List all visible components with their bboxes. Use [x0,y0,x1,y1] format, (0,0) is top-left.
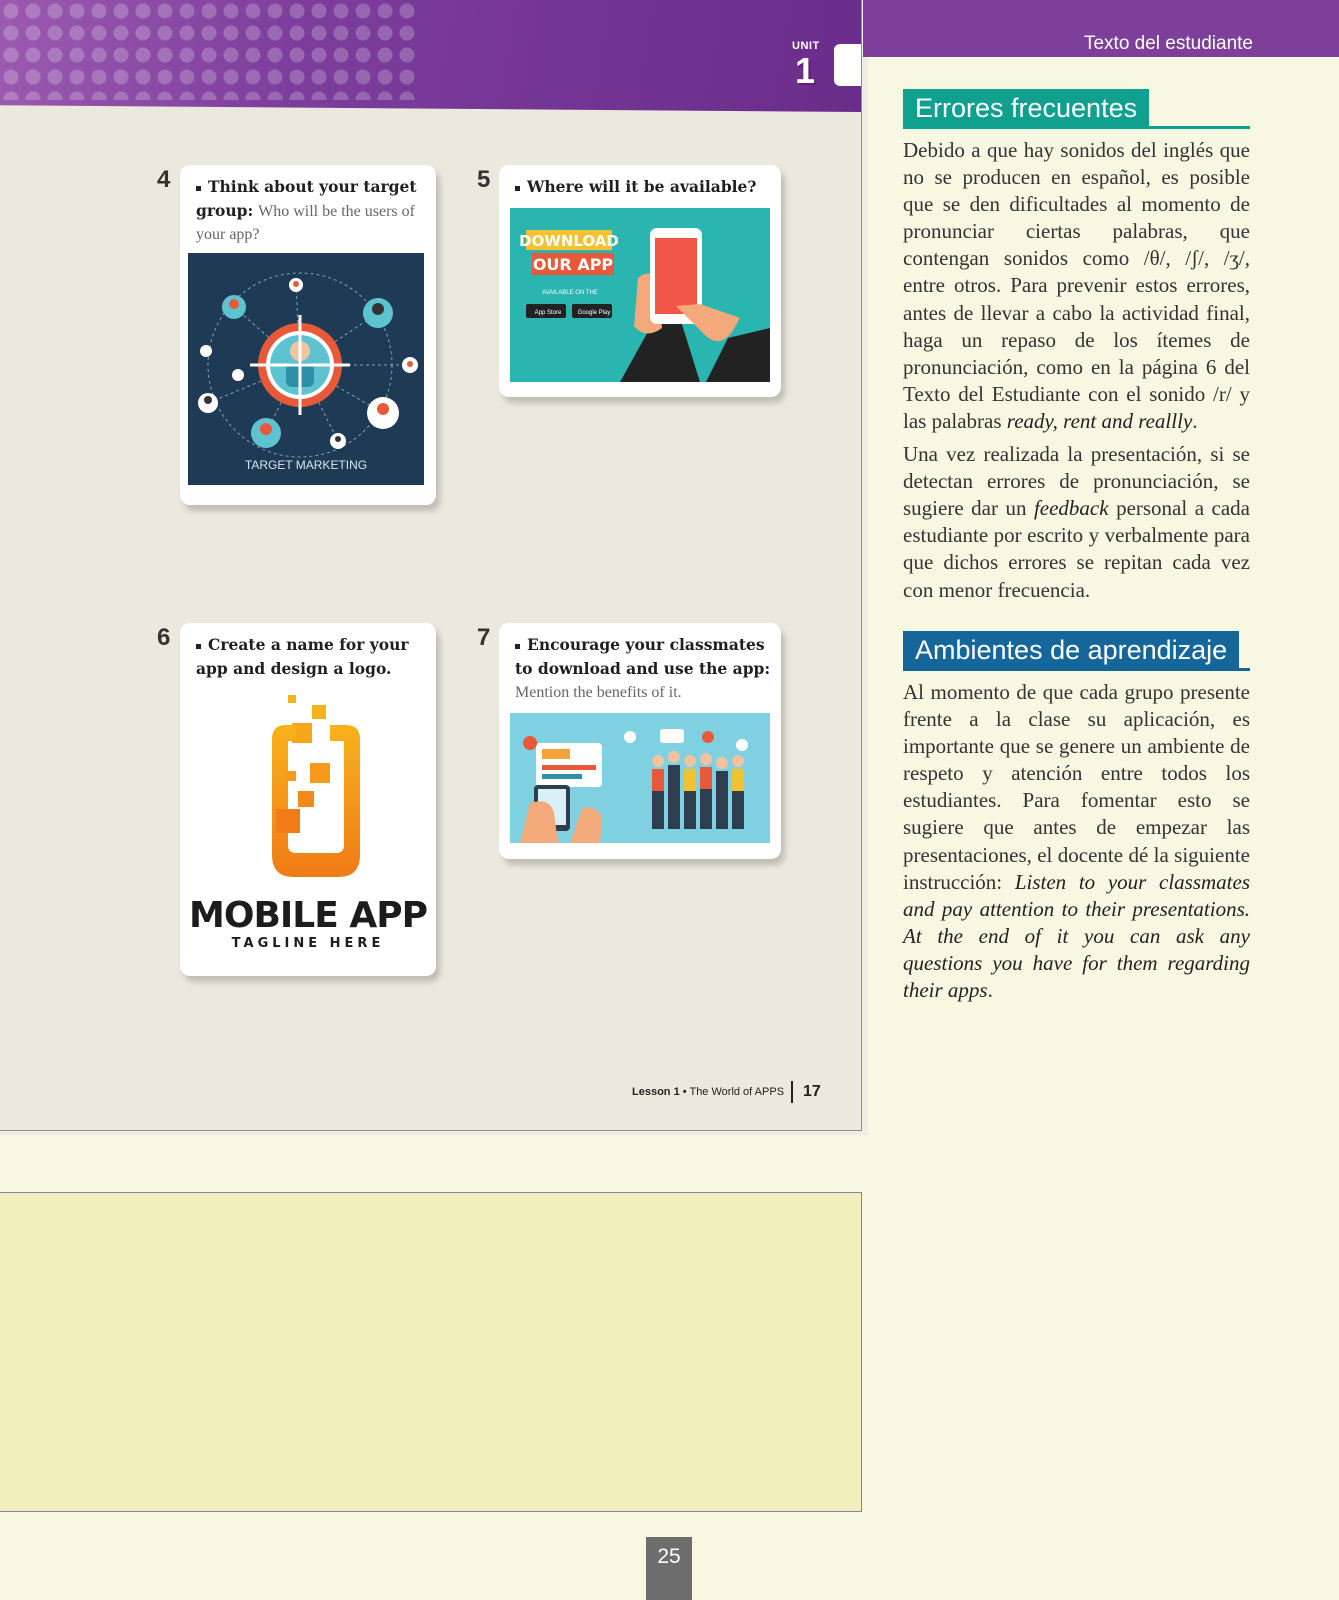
textbook-page-scan [0,0,868,1135]
errores-p2-italic: feedback [1033,496,1109,521]
lesson-title: The World of APPS [689,1086,785,1098]
errores-p1-end: . [1192,408,1198,433]
download-app-illustration [510,208,770,382]
our-app-text: OUR APP [532,255,614,274]
unit-header-band [0,0,861,112]
ambientes-paragraph [903,679,1250,1004]
step-5-text [515,175,770,199]
logo-title: MOBILE APP [189,895,427,936]
ambientes-text: Al momento de que cada grupo presente frente a la clase su aplicación, es importante que se genere un ambiente de respeto y atención entre todos los estudiantes. Para fomentar esto se sugiere que antes de empezar las presentaciones, el docente dé la siguiente instrucción: [903,680,1250,894]
unit-label: UNIT [792,40,820,52]
section-rule-errores [903,126,1250,129]
step-7-text [515,633,773,704]
section-title-errores: Errores frecuentes [903,89,1149,127]
step-7-rest: Mention the benefits of it. [515,684,682,701]
step-4-rest: Who will be the users of your app? [196,203,415,243]
errores-p2-end: personal a cada estudiante por escrito y verbalmente para que dichos errores se repitan cada vez con menor frecuencia. [903,496,1250,602]
notes-box [0,1192,862,1512]
errores-p1-italic: ready, rent and reallly [1006,408,1193,433]
step-5-bold: Where will it be available? [527,177,757,196]
lesson-bullet: • [682,1086,687,1098]
classmates-app-illustration [510,713,770,843]
target-marketing-caption: TARGET MARKETING [244,458,368,472]
footer-divider [791,1081,793,1103]
ambientes-italic: Listen to your classmates and pay attention to their presentations. At the end of it you can ask any questions you have for them regarding their apps [903,869,1250,1003]
available-text: AVAILABLE ON THE [542,290,598,296]
step-card-7 [499,623,781,859]
logo-tagline: TAGLINE HERE [231,936,385,951]
step-4-text [196,175,421,246]
errores-p1-text: Debido a que hay sonidos del inglés que no se producen en español, es posible que se den dificultades al momento de pronunciar ciertas palabras, que contengan sonidos como /θ/, /ʃ/, /ʒ/, entre otros. Para prevenir estos errores, antes de llevar a cabo la actividad final, haga un repaso de los ítemes de pronunciación, como en la página 6 del Texto del Estudiante con el sonido /r/ y las palabras [903,138,1250,433]
step-card-6 [180,623,436,976]
section-rule-ambientes [903,668,1250,671]
unit-number: 1 [795,50,816,91]
errores-body [903,137,1250,610]
step-4-bold: Think about your target group: [196,177,417,220]
errores-paragraph-1 [903,137,1250,435]
mobile-app-logo [188,695,428,965]
ambientes-body [903,679,1250,1010]
right-header-band [863,0,1339,57]
errores-p2-text: Una vez realizada la presentación, si se detectan errores de pronunciación, se sugiere dar un [903,442,1250,521]
step-number-5: 5 [477,166,491,193]
step-6-bold: Create a name for your app and design a logo. [196,635,409,678]
lesson-label: Lesson 1 [632,1086,680,1098]
step-card-4 [180,165,436,505]
student-text-label: Texto del estudiante [1083,33,1253,54]
errores-paragraph-2 [903,441,1250,604]
page-number: 25 [646,1537,692,1600]
step-number-7: 7 [477,624,491,651]
lesson-footer [632,1086,784,1098]
app-store-badge: App Store [534,310,562,316]
step-number-6: 6 [157,624,171,651]
target-marketing-illustration [188,253,424,485]
section-title-ambientes: Ambientes de aprendizaje [903,631,1239,669]
book-page-number: 17 [803,1083,821,1100]
ambientes-end: . [987,978,993,1003]
step-number-4: 4 [157,166,171,193]
step-6-text [196,633,424,681]
unit-tab [834,44,861,86]
textbook-page [0,0,862,1131]
download-text: DOWNLOAD [519,232,619,250]
step-card-5 [499,165,781,397]
google-play-badge: Google Play [577,310,611,316]
step-7-bold: Encourage your classmates to download and use the app: [515,635,771,678]
dot-pattern [0,0,420,100]
